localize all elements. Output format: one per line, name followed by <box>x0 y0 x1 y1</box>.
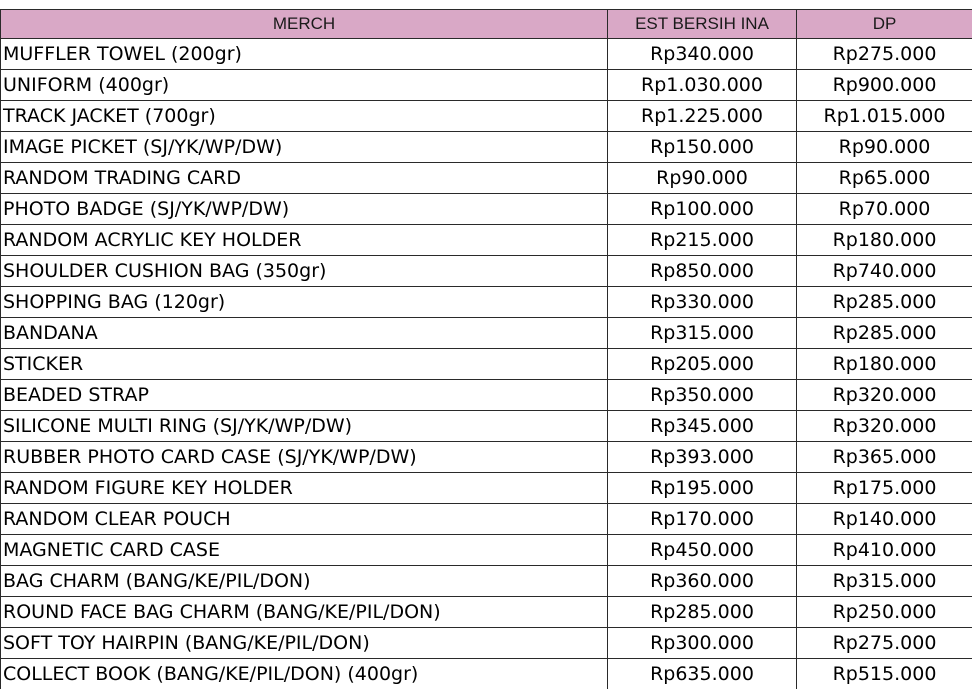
table-row <box>1 659 972 690</box>
dp-price-cell: Rp70.000 <box>797 194 972 225</box>
est-price-cell: Rp635.000 <box>608 659 797 690</box>
dp-price-cell: Rp1.015.000 <box>797 101 972 132</box>
est-price-cell: Rp285.000 <box>608 597 797 628</box>
merch-name-cell: COLLECT BOOK (BANG/KE/PIL/DON) (400gr) <box>1 659 608 690</box>
header-row <box>1 10 972 39</box>
merch-name-cell: RUBBER PHOTO CARD CASE (SJ/YK/WP/DW) <box>1 442 608 473</box>
table-row <box>1 535 972 566</box>
dp-price-cell: Rp275.000 <box>797 628 972 659</box>
merch-name-cell: UNIFORM (400gr) <box>1 70 608 101</box>
est-price-cell: Rp315.000 <box>608 318 797 349</box>
table-row <box>1 287 972 318</box>
dp-price-cell: Rp65.000 <box>797 163 972 194</box>
est-price-cell: Rp100.000 <box>608 194 797 225</box>
merch-name-cell: SHOPPING BAG (120gr) <box>1 287 608 318</box>
dp-price-cell: Rp275.000 <box>797 39 972 70</box>
header-merch: MERCH <box>1 10 608 39</box>
table-row <box>1 70 972 101</box>
merch-name-cell: PHOTO BADGE (SJ/YK/WP/DW) <box>1 194 608 225</box>
dp-price-cell: Rp175.000 <box>797 473 972 504</box>
header-dp: DP <box>797 10 972 39</box>
est-price-cell: Rp850.000 <box>608 256 797 287</box>
merch-name-cell: BAG CHARM (BANG/KE/PIL/DON) <box>1 566 608 597</box>
dp-price-cell: Rp515.000 <box>797 659 972 690</box>
table-row <box>1 380 972 411</box>
dp-price-cell: Rp320.000 <box>797 411 972 442</box>
table-row <box>1 132 972 163</box>
table-row <box>1 597 972 628</box>
merch-name-cell: BANDANA <box>1 318 608 349</box>
est-price-cell: Rp330.000 <box>608 287 797 318</box>
dp-price-cell: Rp180.000 <box>797 349 972 380</box>
est-price-cell: Rp1.225.000 <box>608 101 797 132</box>
est-price-cell: Rp340.000 <box>608 39 797 70</box>
est-price-cell: Rp195.000 <box>608 473 797 504</box>
merch-name-cell: RANDOM ACRYLIC KEY HOLDER <box>1 225 608 256</box>
table-row <box>1 349 972 380</box>
dp-price-cell: Rp320.000 <box>797 380 972 411</box>
est-price-cell: Rp350.000 <box>608 380 797 411</box>
table-row <box>1 473 972 504</box>
est-price-cell: Rp205.000 <box>608 349 797 380</box>
table-row <box>1 194 972 225</box>
merch-price-table <box>0 9 972 689</box>
merch-name-cell: TRACK JACKET (700gr) <box>1 101 608 132</box>
est-price-cell: Rp170.000 <box>608 504 797 535</box>
est-price-cell: Rp450.000 <box>608 535 797 566</box>
est-price-cell: Rp345.000 <box>608 411 797 442</box>
table-row <box>1 442 972 473</box>
dp-price-cell: Rp250.000 <box>797 597 972 628</box>
table-row <box>1 318 972 349</box>
table-row <box>1 504 972 535</box>
dp-price-cell: Rp740.000 <box>797 256 972 287</box>
merch-name-cell: STICKER <box>1 349 608 380</box>
dp-price-cell: Rp285.000 <box>797 287 972 318</box>
est-price-cell: Rp90.000 <box>608 163 797 194</box>
est-price-cell: Rp360.000 <box>608 566 797 597</box>
table-row <box>1 101 972 132</box>
merch-name-cell: SHOULDER CUSHION BAG (350gr) <box>1 256 608 287</box>
table-row <box>1 163 972 194</box>
merch-name-cell: RANDOM FIGURE KEY HOLDER <box>1 473 608 504</box>
merch-name-cell: RANDOM CLEAR POUCH <box>1 504 608 535</box>
est-price-cell: Rp300.000 <box>608 628 797 659</box>
merch-name-cell: SOFT TOY HAIRPIN (BANG/KE/PIL/DON) <box>1 628 608 659</box>
table-row <box>1 628 972 659</box>
est-price-cell: Rp1.030.000 <box>608 70 797 101</box>
dp-price-cell: Rp315.000 <box>797 566 972 597</box>
merch-name-cell: ROUND FACE BAG CHARM (BANG/KE/PIL/DON) <box>1 597 608 628</box>
merch-name-cell: MAGNETIC CARD CASE <box>1 535 608 566</box>
dp-price-cell: Rp410.000 <box>797 535 972 566</box>
table-row <box>1 256 972 287</box>
dp-price-cell: Rp285.000 <box>797 318 972 349</box>
dp-price-cell: Rp180.000 <box>797 225 972 256</box>
dp-price-cell: Rp140.000 <box>797 504 972 535</box>
table-header <box>1 10 972 39</box>
merch-name-cell: BEADED STRAP <box>1 380 608 411</box>
table-row <box>1 566 972 597</box>
table-row <box>1 225 972 256</box>
dp-price-cell: Rp90.000 <box>797 132 972 163</box>
merch-name-cell: MUFFLER TOWEL (200gr) <box>1 39 608 70</box>
dp-price-cell: Rp365.000 <box>797 442 972 473</box>
est-price-cell: Rp215.000 <box>608 225 797 256</box>
dp-price-cell: Rp900.000 <box>797 70 972 101</box>
header-est-bersih-ina: EST BERSIH INA <box>608 10 797 39</box>
merch-name-cell: IMAGE PICKET (SJ/YK/WP/DW) <box>1 132 608 163</box>
merch-name-cell: RANDOM TRADING CARD <box>1 163 608 194</box>
table-body <box>1 39 972 690</box>
est-price-cell: Rp150.000 <box>608 132 797 163</box>
table-row <box>1 39 972 70</box>
merch-name-cell: SILICONE MULTI RING (SJ/YK/WP/DW) <box>1 411 608 442</box>
table-row <box>1 411 972 442</box>
est-price-cell: Rp393.000 <box>608 442 797 473</box>
